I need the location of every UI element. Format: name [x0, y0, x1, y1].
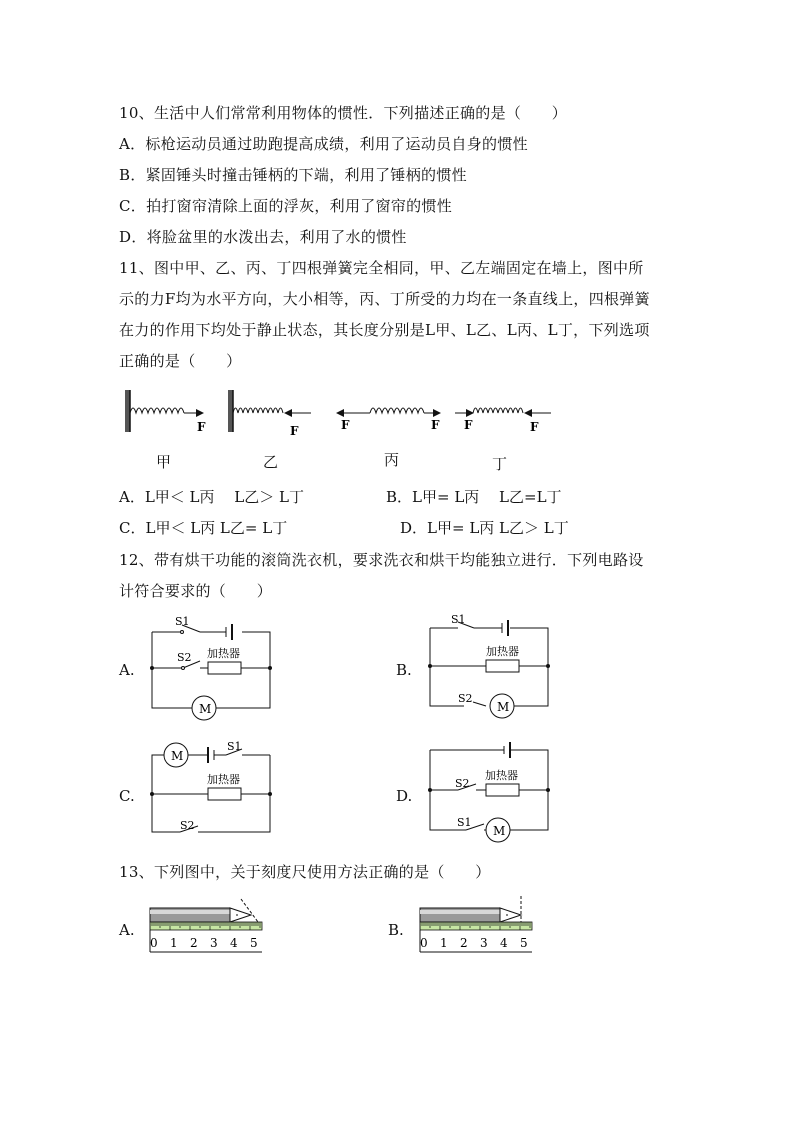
- tick-label: 3: [480, 936, 488, 950]
- tick-label: 4: [500, 936, 508, 950]
- tick-label: 3: [210, 936, 218, 950]
- circuit-label-d: D.: [396, 787, 413, 805]
- tick-label: 0: [420, 936, 428, 950]
- circuit-b: [428, 614, 553, 714]
- label-ding: 丁: [492, 455, 508, 473]
- switch-s1-label: S1: [227, 740, 242, 753]
- heater-label: 加热器: [486, 645, 519, 658]
- tick-label: 4: [230, 936, 238, 950]
- tick-label: 2: [460, 936, 468, 950]
- q10-stem: 10、生活中人们常常利用物体的惯性．下列描述正确的是（ ）: [119, 104, 568, 122]
- q11-stem-line1: 11、图中甲、乙、丙、丁四根弹簧完全相同，甲、乙左端固定在墙上，图中所: [119, 259, 644, 277]
- switch-s2-label: S2: [177, 651, 192, 664]
- tick-label: 5: [250, 936, 258, 950]
- label-yi: 乙: [263, 453, 279, 471]
- label-bing: 丙: [384, 451, 400, 469]
- switch-s2-label: S2: [180, 819, 195, 832]
- q11-stem-line2: 示的力F均为水平方向，大小相等，丙、丁所受的力均在一条直线上，四根弹簧: [119, 290, 650, 308]
- switch-s1-label: S1: [451, 613, 466, 626]
- motor-label: M: [199, 702, 212, 716]
- label-jia: 甲: [156, 453, 172, 471]
- q10-option-d: D．将脸盆里的水泼出去，利用了水的惯性: [119, 228, 407, 246]
- tick-label: 2: [190, 936, 198, 950]
- force-label: F: [431, 418, 440, 432]
- q13-stem: 13、下列图中，关于刻度尺使用方法正确的是（ ）: [119, 863, 491, 881]
- heater-label: 加热器: [207, 647, 240, 660]
- circuit-c: [150, 740, 275, 840]
- force-label: F: [197, 420, 206, 434]
- switch-s1-label: S1: [457, 816, 472, 829]
- heater-label: 加热器: [207, 773, 240, 786]
- ruler-b: [418, 896, 538, 956]
- q11-option-b: B．L甲= L丙 L乙=L丁: [386, 488, 562, 506]
- q11-stem-line4: 正确的是（ ）: [119, 352, 242, 370]
- q12-stem-line2: 计符合要求的（ ）: [119, 582, 273, 600]
- q10-option-a: A．标枪运动员通过助跑提高成绩，利用了运动员自身的惯性: [119, 135, 528, 153]
- q12-stem-line1: 12、带有烘干功能的滚筒洗衣机，要求洗衣和烘干均能独立进行．下列电路设: [119, 551, 644, 569]
- q11-stem-line3: 在力的作用下均处于静止状态，其长度分别是L甲、L乙、L丙、L丁，下列选项: [119, 321, 650, 339]
- motor-label: M: [171, 749, 184, 763]
- switch-s2-label: S2: [455, 777, 470, 790]
- force-label: F: [464, 418, 473, 432]
- circuit-d: [428, 740, 553, 840]
- tick-label: 1: [440, 936, 448, 950]
- q11-option-d: D．L甲= L丙 L乙＞ L丁: [400, 519, 569, 537]
- spring-jia: [125, 390, 203, 432]
- tick-label: 1: [170, 936, 178, 950]
- q10-option-b: B．紧固锤头时撞击锤柄的下端，利用了锤柄的惯性: [119, 166, 467, 184]
- motor-label: M: [497, 700, 510, 714]
- ruler-label-a: A.: [119, 921, 135, 939]
- ruler-label-b: B.: [388, 921, 404, 939]
- spring-ding: [455, 408, 551, 413]
- circuit-label-b: B.: [396, 661, 412, 679]
- heater-label: 加热器: [485, 769, 518, 782]
- q10-option-c: C．拍打窗帘清除上面的浮灰，利用了窗帘的惯性: [119, 197, 453, 215]
- force-label: F: [341, 418, 350, 432]
- tick-label: 5: [520, 936, 528, 950]
- force-label: F: [290, 424, 299, 438]
- tick-label: 0: [150, 936, 158, 950]
- switch-s2-label: S2: [458, 692, 473, 705]
- q11-option-a: A．L甲＜ L丙 L乙＞ L丁: [119, 488, 304, 506]
- springs-figure: [115, 385, 565, 440]
- spring-yi: [228, 390, 311, 432]
- circuit-label-c: C.: [119, 787, 135, 805]
- circuit-a: [150, 614, 275, 714]
- force-label: F: [530, 420, 539, 434]
- spring-bing: [337, 408, 440, 413]
- circuit-label-a: A.: [119, 661, 135, 679]
- switch-s1-label: S1: [175, 615, 190, 628]
- q11-option-c: C．L甲＜ L丙 L乙= L丁: [119, 519, 288, 537]
- motor-label: M: [493, 824, 506, 838]
- ruler-a: [148, 896, 268, 956]
